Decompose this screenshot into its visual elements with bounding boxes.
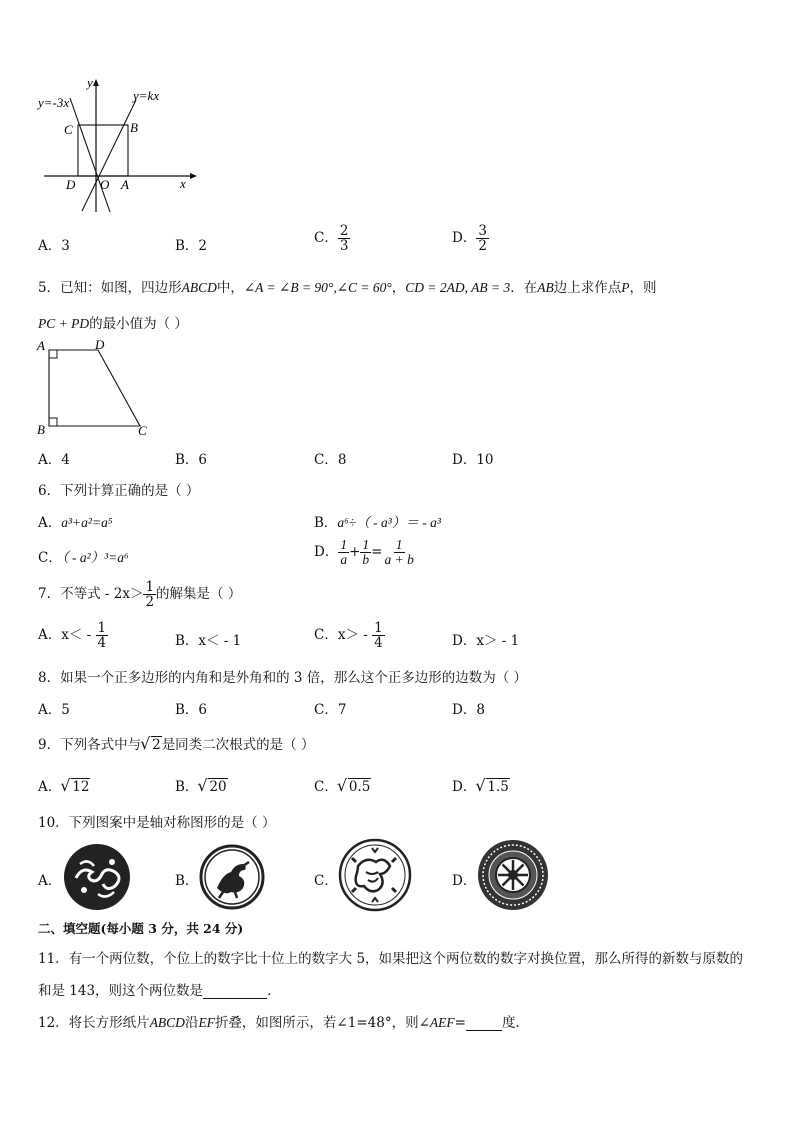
sqrt: √ 12 xyxy=(61,779,90,795)
q8-option-d[interactable]: D．8 xyxy=(452,702,485,718)
q6-option-d[interactable]: D． $\frac{1}{a}$ + $\frac{1}{b}$ = $\frac{1}{a + b}$ xyxy=(314,537,414,568)
q5-option-b[interactable]: B．6 xyxy=(175,452,208,468)
q5-option-d[interactable]: D．10 xyxy=(452,452,494,468)
label-O: O xyxy=(100,177,110,192)
fraction: $\frac{1}{b}$ xyxy=(362,537,370,568)
q10-option-a-label: A． xyxy=(38,873,62,889)
fraction: $\frac{1}{4}$ xyxy=(97,620,107,652)
creature-medallion-icon xyxy=(199,844,265,910)
q7-option-b[interactable]: B．x＜ - 1 xyxy=(175,633,242,649)
q11-answer-blank[interactable] xyxy=(203,984,267,999)
q4-figure xyxy=(30,74,205,216)
dragon-medallion-icon xyxy=(338,838,412,912)
fraction: $\frac{2}{3}$ xyxy=(339,223,349,255)
label-C: C xyxy=(138,423,147,438)
q9-option-d[interactable]: D．√ 1.5 xyxy=(452,775,510,795)
section-2-title: 二、填空题(每小题 3 分，共 24 分) xyxy=(38,921,244,936)
right-angle-mark-a xyxy=(49,350,57,358)
q4-option-b[interactable]: B．2 xyxy=(175,238,208,254)
label-B: B xyxy=(130,120,138,135)
q9-stem: 9．下列各式中与√ 2是同类二次根式的是（ ） xyxy=(38,733,314,753)
label-C: C xyxy=(64,122,73,137)
q5-figure xyxy=(34,336,159,440)
q6-stem: 6．下列计算正确的是（ ） xyxy=(38,483,200,499)
q10-option-b-label: B． xyxy=(175,873,199,889)
q11-line2: 和是 143，则这个两位数是 ． xyxy=(38,983,281,999)
fraction: $\frac{1}{a + b}$ xyxy=(384,537,414,568)
q7-option-c[interactable]: C．x＞ - $\frac{1}{4}$ xyxy=(314,620,383,652)
q5-option-c[interactable]: C．8 xyxy=(314,452,347,468)
q7-stem: 7．不等式 - 2x＞ $\frac{1}{2}$ 的解集是（ ） xyxy=(38,579,242,611)
q6-option-a[interactable]: A．a³+a²=a⁵ xyxy=(38,515,113,531)
q5-stem-line2: PC + PD的最小值为（ ） xyxy=(38,316,188,332)
label-y: y xyxy=(87,75,93,90)
label-D: D xyxy=(95,337,105,352)
q10-option-c-label: C． xyxy=(314,873,338,889)
q9-option-b[interactable]: B．√ 20 xyxy=(175,775,228,795)
right-angle-mark-b xyxy=(49,418,57,426)
q7-option-d[interactable]: D．x＞ - 1 xyxy=(452,633,520,649)
label-A: A xyxy=(37,338,45,353)
q6-option-c[interactable]: C．（ - a²）³=a⁶ xyxy=(38,550,129,566)
quadrilateral-abcd xyxy=(49,350,140,426)
q9-option-a[interactable]: A．√ 12 xyxy=(38,775,90,795)
q9-option-c[interactable]: C．√ 0.5 xyxy=(314,775,371,795)
q4-option-d[interactable] xyxy=(452,224,489,253)
q10-option-c[interactable] xyxy=(314,838,424,914)
q7-option-a[interactable]: A．x＜ - $\frac{1}{4}$ xyxy=(38,620,107,652)
q8-stem: 8．如果一个正多边形的内角和是外角和的 3 倍，那么这个正多边形的边数为（ ） xyxy=(38,670,528,686)
q5-option-a[interactable]: A．4 xyxy=(38,452,70,468)
q4-option-d-prefix: D． xyxy=(452,230,477,247)
fraction: $\frac{1}{4}$ xyxy=(374,620,383,652)
sqrt: √ 0.5 xyxy=(338,779,371,795)
q10-option-d[interactable] xyxy=(452,838,562,914)
label-x: x xyxy=(180,176,186,191)
q4-option-c-prefix: C． xyxy=(314,230,338,247)
label-A: A xyxy=(121,177,129,192)
q6-option-b[interactable]: B．a⁶÷（ - a³）＝ - a³ xyxy=(314,515,441,531)
y-axis-arrow xyxy=(93,79,99,86)
q10-stem: 10．下列图案中是轴对称图形的是（ ） xyxy=(38,815,276,831)
label-D: D xyxy=(66,177,76,192)
q12-answer-blank[interactable] xyxy=(466,1016,502,1031)
fraction: $\frac{1}{2}$ xyxy=(145,579,155,611)
fraction: $\frac{1}{a}$ xyxy=(340,537,348,568)
cloud-pattern-icon xyxy=(62,842,132,912)
q10-option-a[interactable] xyxy=(38,842,148,912)
label-line-neg3x: y=-3x xyxy=(38,95,70,110)
q5-stem-line1: 5．已知：如图，四边形ABCD中，∠A = ∠B = 90°,∠C = 60°，CD = 2AD, AB = 3．在AB边上求作点P，则 xyxy=(38,280,657,296)
x-axis-arrow xyxy=(190,173,197,179)
q4-option-a[interactable]: A．3 xyxy=(38,238,70,254)
q11-line1: 11．有一个两位数，个位上的数字比十位上的数字大 5，如果把这个两位数的数字对换位置，那么所得的新数与原数的 xyxy=(38,951,744,967)
label-B: B xyxy=(37,422,45,437)
sqrt: √ 2 xyxy=(141,737,162,753)
wheel-medallion-icon xyxy=(476,838,550,912)
q10-option-b[interactable] xyxy=(175,842,285,912)
q8-option-c[interactable]: C．7 xyxy=(314,702,347,718)
q10-option-d-label: D． xyxy=(452,873,477,889)
q8-option-a[interactable]: A．5 xyxy=(38,702,70,718)
q4-option-c[interactable] xyxy=(314,224,350,253)
label-line-kx: y=kx xyxy=(133,88,160,103)
q8-option-b[interactable]: B．6 xyxy=(175,702,208,718)
sqrt: √ 20 xyxy=(198,779,227,795)
sqrt: √ 1.5 xyxy=(476,779,509,795)
q12-stem: 12．将长方形纸片ABCD沿EF折叠，如图所示，若∠1=48°，则∠AEF= 度． xyxy=(38,1015,529,1031)
fraction: $\frac{3}{2}$ xyxy=(478,223,487,255)
